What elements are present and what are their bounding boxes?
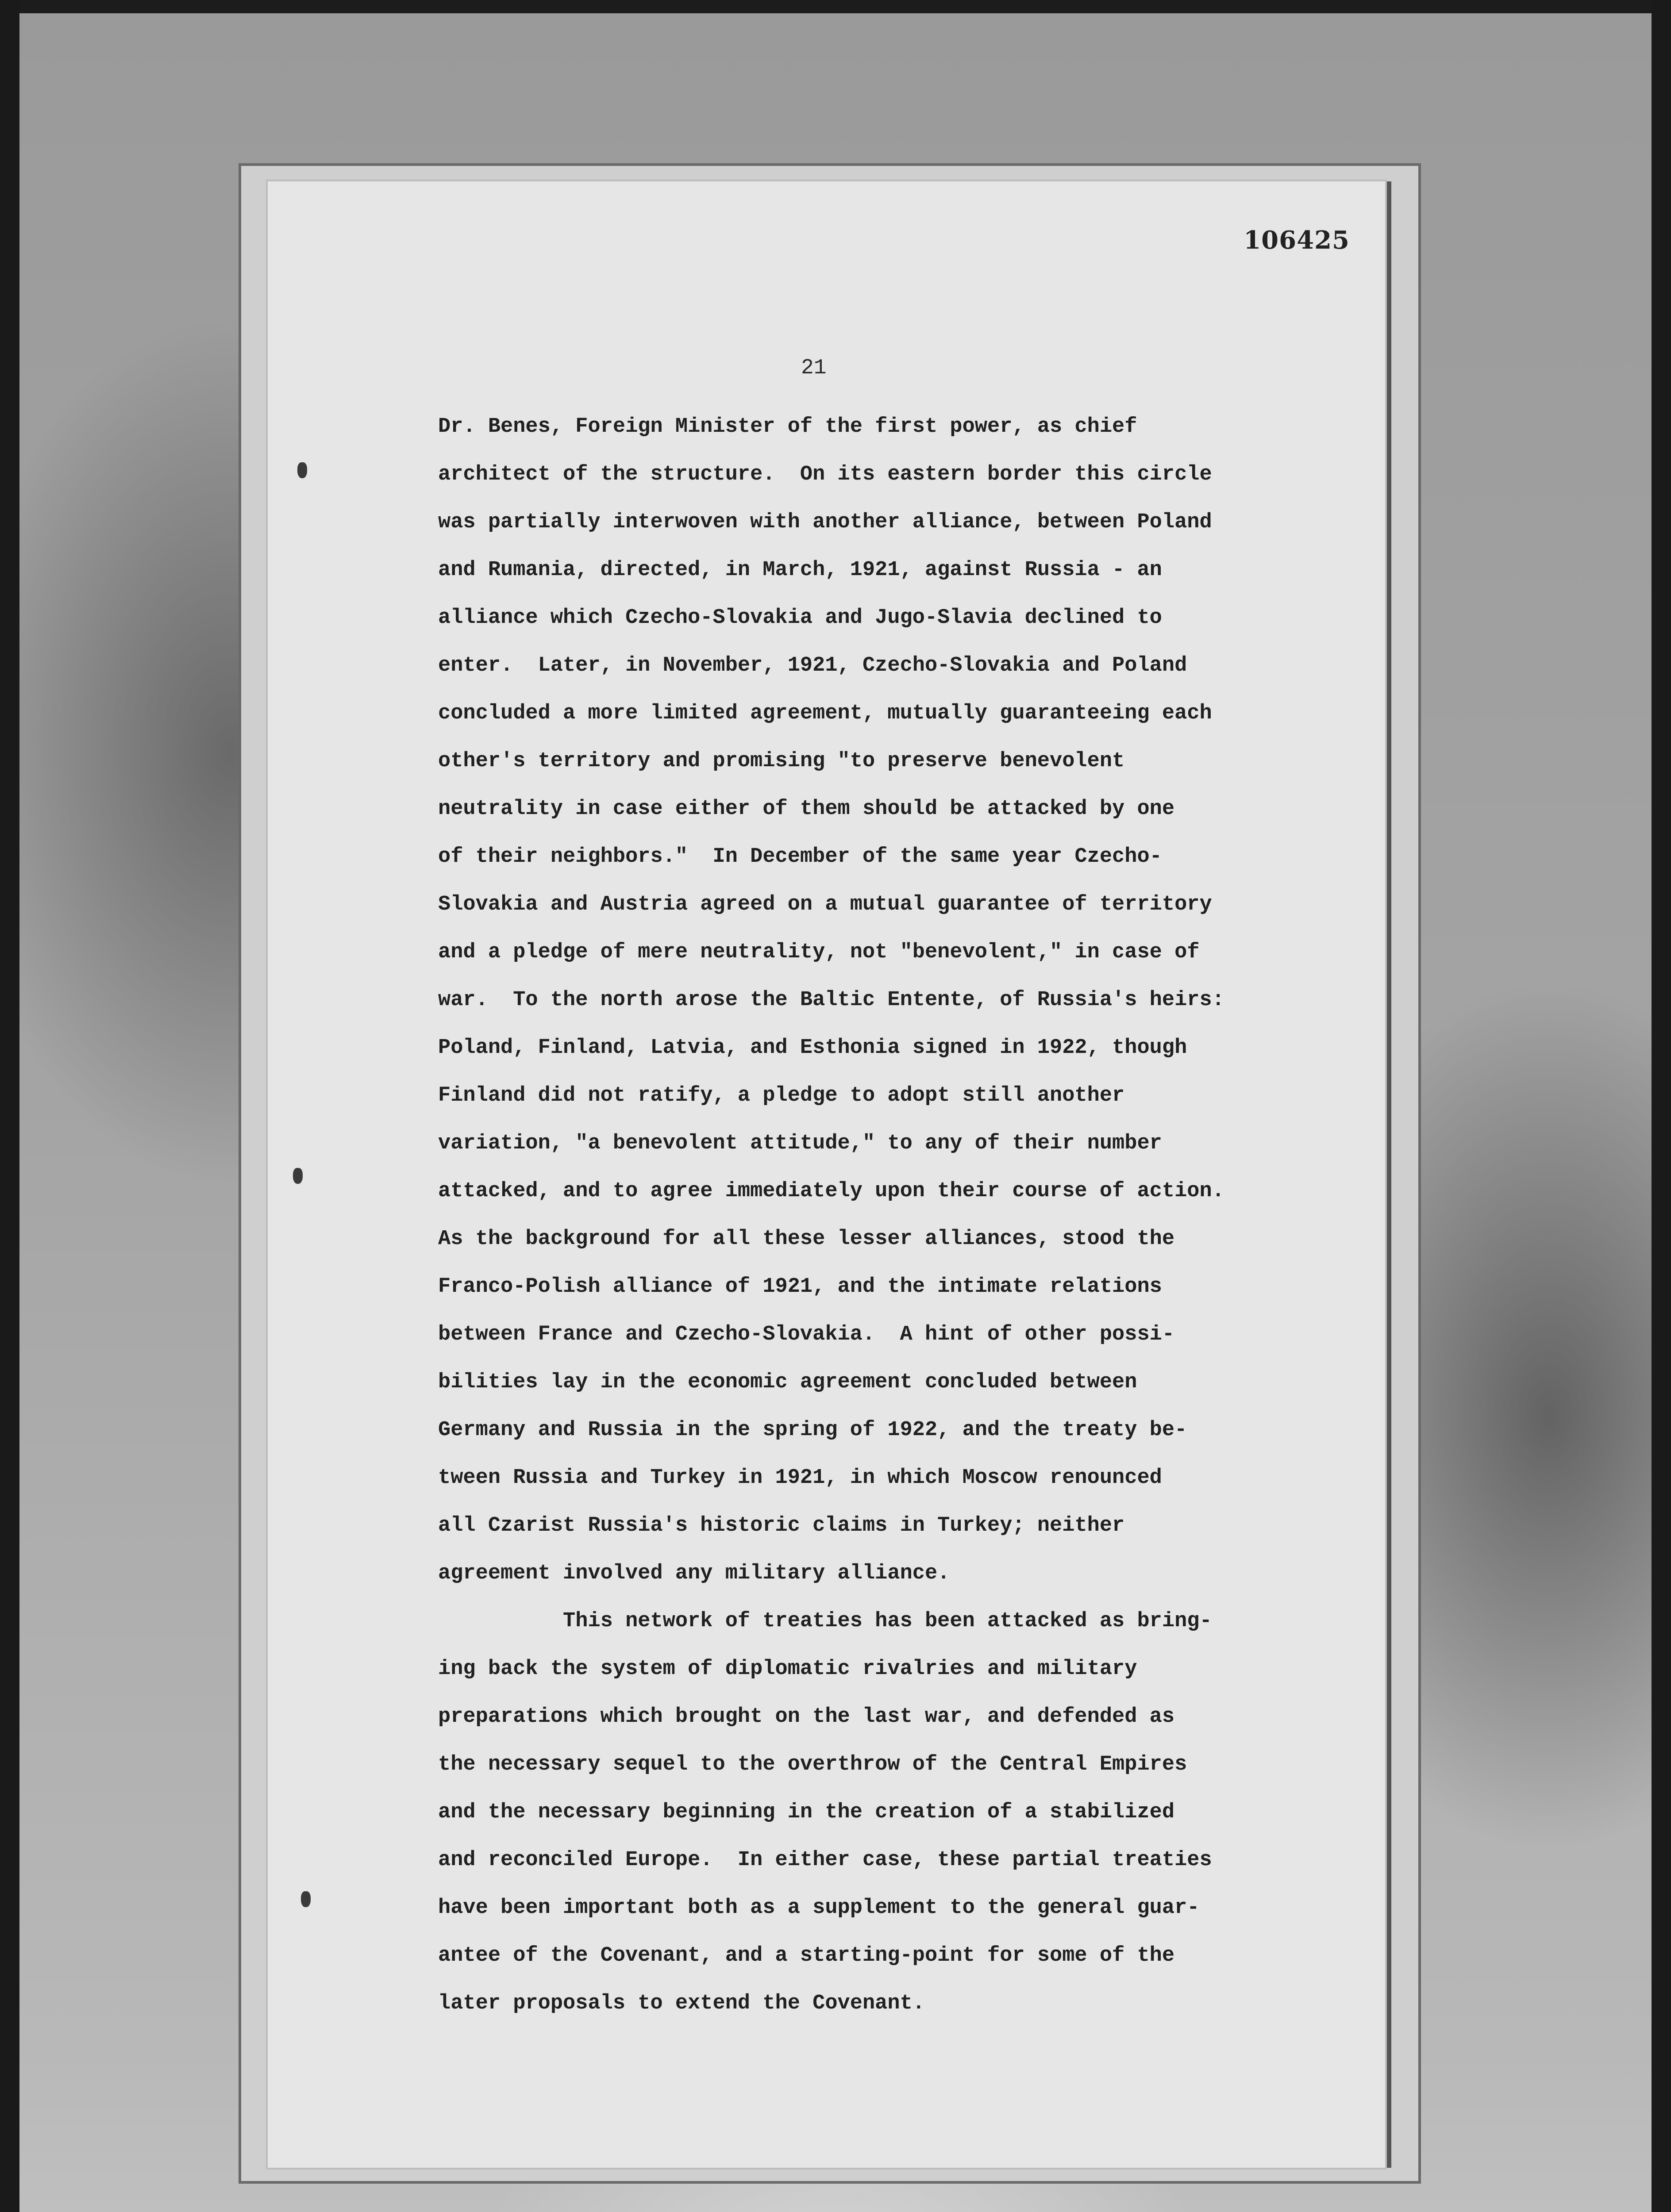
film-edge-top xyxy=(0,0,1671,13)
text-line: As the background for all these lesser alliances, stood the xyxy=(438,1227,1175,1251)
text-line: other's territory and promising "to preserve benevolent xyxy=(438,749,1125,773)
text-line: attacked, and to agree immediately upon their course of action. xyxy=(438,1179,1224,1203)
text-line: architect of the structure. On its eastern border this circle xyxy=(438,463,1212,486)
film-edge-right xyxy=(1652,0,1671,2212)
binding-hole-mark xyxy=(293,1168,303,1184)
text-line: agreement involved any military alliance. xyxy=(438,1562,950,1585)
text-line: Slovakia and Austria agreed on a mutual guarantee of territory xyxy=(438,893,1212,916)
text-line: Poland, Finland, Latvia, and Esthonia signed in 1922, though xyxy=(438,1036,1187,1060)
text-line: Finland did not ratify, a pledge to adopt still another xyxy=(438,1084,1125,1107)
text-line: Franco-Polish alliance of 1921, and the intimate relations xyxy=(438,1275,1162,1298)
text-line: Dr. Benes, Foreign Minister of the first power, as chief xyxy=(438,415,1137,438)
text-line: ing back the system of diplomatic rivalries and military xyxy=(438,1657,1137,1681)
binding-hole-mark xyxy=(297,462,307,478)
text-line: preparations which brought on the last war, and defended as xyxy=(438,1705,1175,1728)
text-line: bilities lay in the economic agreement concluded between xyxy=(438,1371,1137,1394)
text-line: concluded a more limited agreement, mutually guaranteeing each xyxy=(438,702,1212,725)
text-line: and the necessary beginning in the creation of a stabilized xyxy=(438,1801,1175,1824)
text-line: Germany and Russia in the spring of 1922, and the treaty be- xyxy=(438,1418,1187,1442)
binding-hole-mark xyxy=(301,1891,311,1907)
text-line: have been important both as a supplement to the general guar- xyxy=(438,1896,1200,1920)
text-line: all Czarist Russia's historic claims in Turkey; neither xyxy=(438,1514,1125,1537)
text-line: This network of treaties has been attacked as bring- xyxy=(438,1609,1212,1633)
text-line: enter. Later, in November, 1921, Czecho-Slovakia and Poland xyxy=(438,654,1187,677)
text-line: alliance which Czecho-Slovakia and Jugo-Slavia declined to xyxy=(438,606,1162,630)
document-number: 106425 xyxy=(1244,226,1350,255)
text-line: neutrality in case either of them should be attacked by one xyxy=(438,797,1175,821)
text-line: variation, "a benevolent attitude," to any of their number xyxy=(438,1132,1162,1155)
page-number: 21 xyxy=(801,356,827,380)
text-line: later proposals to extend the Covenant. xyxy=(438,1992,925,2015)
page-body-text xyxy=(438,414,1323,2059)
text-line: war. To the north arose the Baltic Entente, of Russia's heirs: xyxy=(438,988,1224,1012)
text-line: and reconciled Europe. In either case, these partial treaties xyxy=(438,1848,1212,1872)
text-line: the necessary sequel to the overthrow of the Central Empires xyxy=(438,1753,1187,1776)
film-edge-left xyxy=(0,0,19,2212)
text-line: and Rumania, directed, in March, 1921, against Russia - an xyxy=(438,558,1162,582)
text-line: of their neighbors." In December of the same year Czecho- xyxy=(438,845,1162,868)
text-line: antee of the Covenant, and a starting-point for some of the xyxy=(438,1944,1175,1967)
text-line: tween Russia and Turkey in 1921, in which Moscow renounced xyxy=(438,1466,1162,1490)
text-line: between France and Czecho-Slovakia. A hint of other possi- xyxy=(438,1323,1175,1346)
text-line: and a pledge of mere neutrality, not "benevolent," in case of xyxy=(438,941,1200,964)
text-line: was partially interwoven with another alliance, between Poland xyxy=(438,511,1212,534)
